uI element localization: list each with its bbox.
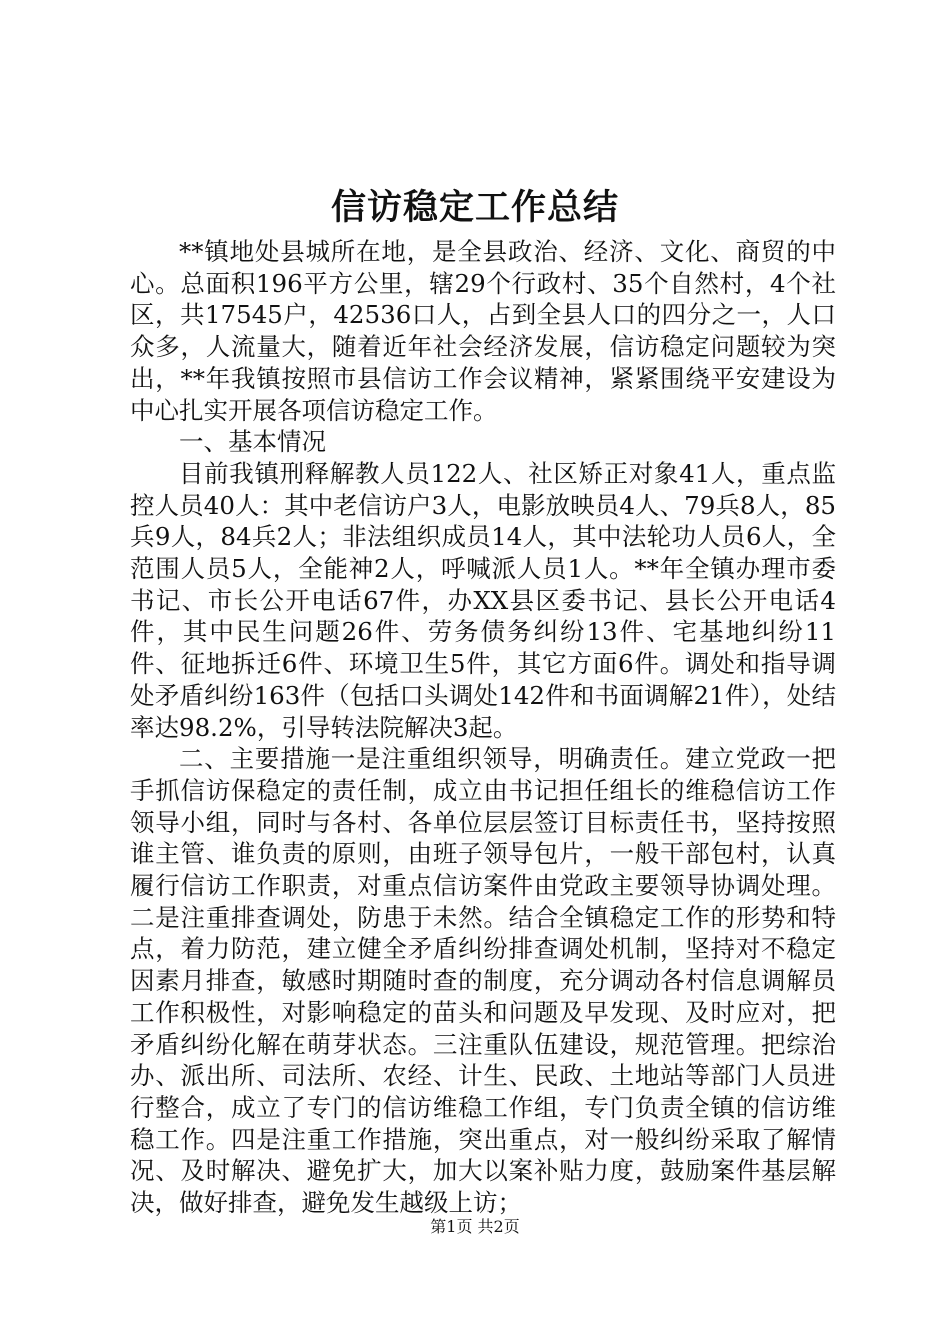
paragraph-main-measures: 二、主要措施一是注重组织领导，明确责任。建立党政一把手抓信访保稳定的责任制，成立由书记担任组长的维稳信访工作领导小组，同时与各村、各单位层层签订目标责任书，坚持按照谁主管、谁负责的原则，由班子领导包片，一般干部包村，认真履行信访工作职责，对重点信访案件由党政主要领导协调处理。二是注重排查调处，防患于未然。结合全镇稳定工作的形势和特点，着力防范，建立健全矛盾纠纷排查调处机制，坚持对不稳定因素月排查，敏感时期随时查的制度，充分调动各村信息调解员工作积极性，对影响稳定的苗头和问题及早发现、及时应对，把矛盾纠纷化解在萌芽状态。三注重队伍建设，规范管理。把综治办、派出所、司法所、农经、计生、民政、土地站等部门人员进行整合，成立了专门的信访维稳工作组，专门负责全镇的信访维稳工作。四是注重工作措施，突出重点，对一般纠纷采取了解情况、及时解决、避免扩大，加大以案补贴力度，鼓励案件基层解决，做好排查，避免发生越级上访；: [130, 744, 836, 1218]
paragraph-intro: **镇地处县城所在地，是全县政治、经济、文化、商贸的中心。总面积196平方公里，辖29个行政村、35个自然村，4个社区，共17545户，42536口人，占到全县人口的四分之一，人口众多，人流量大，随着近年社会经济发展，信访稳定问题较为突出，**年我镇按照市县信访工作会议精神，紧紧围绕平安建设为中心扎实开展各项信访稳定工作。: [130, 237, 836, 425]
document-body: [130, 236, 836, 1219]
section-heading-basic-situation: 一、基本情况: [179, 427, 326, 457]
document-title: 信访稳定工作总结: [330, 187, 619, 228]
paragraph-basic-situation: 目前我镇刑释解教人员122人、社区矫正对象41人，重点监控人员40人：其中老信访户3人，电影放映员4人、79兵8人，85兵9人，84兵2人；非法组织成员14人，其中法轮功人员6人，全范围人员5人，全能神2人，呼喊派人员1人。**年全镇办理市委书记、市长公开电话67件，办XX县区委书记、县长公开电话4件，其中民生问题26件、劳务债务纠纷13件、宅基地纠纷11件、征地拆迁6件、环境卫生5件，其它方面6件。调处和指导调处矛盾纠纷163件（包括口头调处142件和书面调解21件），处结率达98.2%，引导转法院解决3起。: [130, 458, 836, 742]
page-number-footer: 第1页 共2页: [430, 1217, 520, 1236]
